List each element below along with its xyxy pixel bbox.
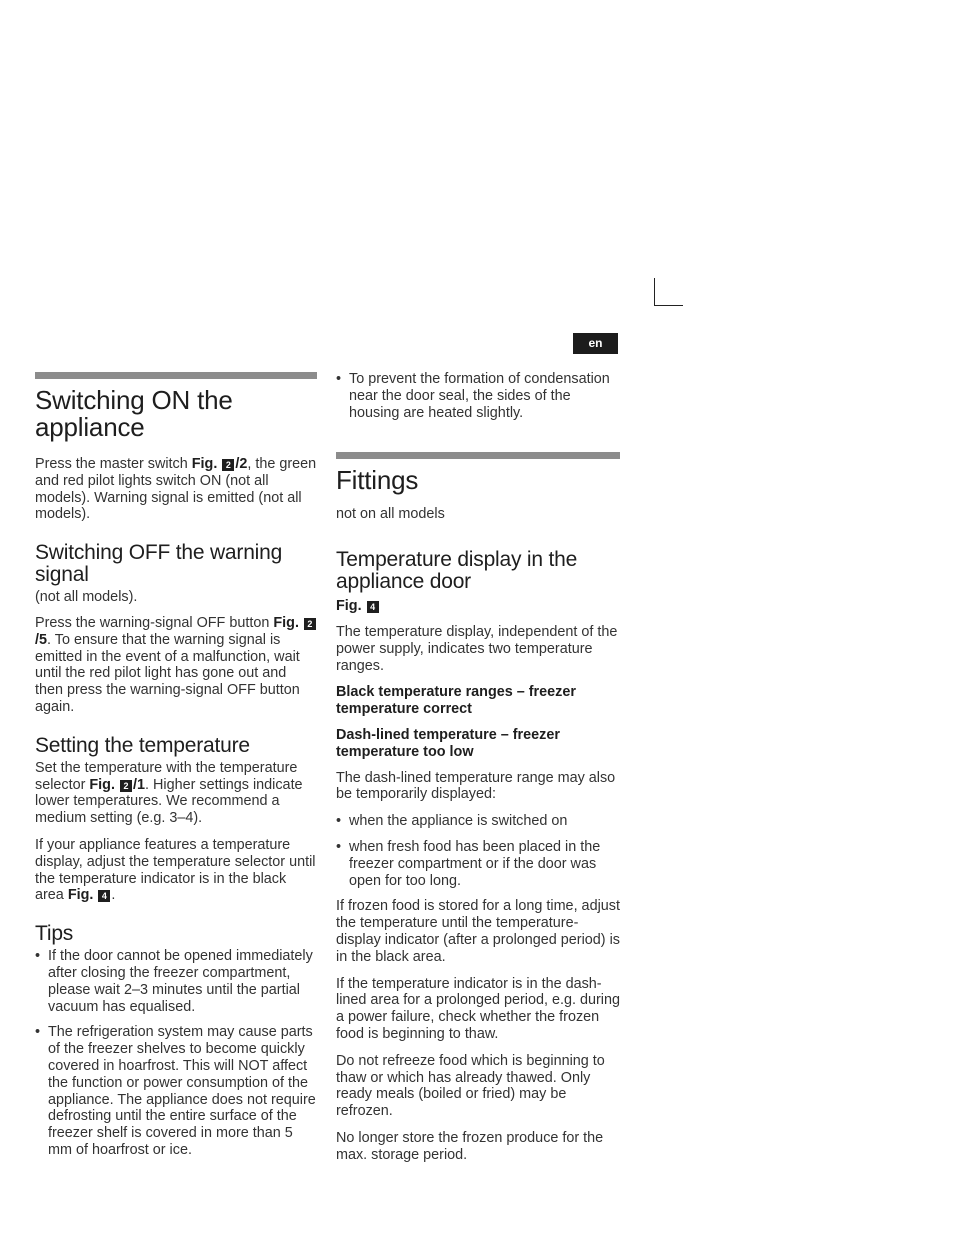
- figure-number-badge: 4: [367, 601, 379, 613]
- temperature-text-1: Set the temperature with the temperature selector Fig. 2 /1. Higher settings indicate lower temperatures. We recommend a medium setting (e.g. 3–4).: [35, 759, 303, 827]
- warning-off-text: Press the warning-signal OFF button Fig. 2/5. To ensure that the warning signal is emitted in the event of a malfunction, wait until the red pilot light has gone out and then press the warning-signal OFF button again.: [35, 615, 317, 716]
- list-item: • If the door cannot be opened immediately after closing the freezer compartment, please wait 2–3 minutes until the partial vacuum has equalised.: [35, 948, 317, 1015]
- section-rule: [35, 372, 317, 379]
- fittings-heading: Fittings: [336, 465, 419, 496]
- crop-mark: [654, 278, 683, 306]
- switching-on-heading: Switching ON the appliance: [35, 385, 233, 442]
- language-tab: en: [573, 333, 618, 354]
- switching-on-text: Press the master switch Fig. 2 /2, the green and red pilot lights switch ON (not all models). Warning signal is emitted (not all models).: [35, 456, 317, 523]
- list-item: • To prevent the formation of condensation near the door seal, the sides of the housing are heated slightly.: [336, 371, 620, 421]
- warning-off-note: (not all models).: [35, 589, 138, 606]
- figure-number-badge: 2: [304, 618, 316, 630]
- temperature-heading: Setting the temperature: [35, 733, 250, 757]
- dash-range-intro: The dash-lined temperature range may also be temporarily displayed:: [336, 769, 616, 803]
- list-item: • The refrigeration system may cause parts of the freezer shelves to become quickly covered in hoarfrost. This will NOT affect the function or power consumption of the appliance. The appliance does not require defrosting until the entire surface of the freezer shelf is covered in more than 5 mm of hoarfrost or ice.: [35, 1024, 317, 1158]
- warning-off-heading: Switching OFF the warning signal: [35, 541, 283, 587]
- temperature-text-2: If your appliance features a temperature display, adjust the temperature selector until the temperature indicator is in the black area Fig. 4 .: [35, 836, 316, 904]
- left-column: [35, 372, 317, 1168]
- temp-display-intro: The temperature display, independent of the power supply, indicates two temperature ranges.: [336, 623, 618, 674]
- list-item: • when the appliance is switched on: [336, 813, 620, 830]
- top-bullet-list: [336, 371, 620, 421]
- figure-number-badge: 2: [222, 459, 234, 471]
- temp-display-heading: Temperature display in the appliance door: [336, 548, 578, 594]
- paragraph: No longer store the frozen produce for the max. storage period.: [336, 1129, 604, 1163]
- paragraph: Do not refreeze food which is beginning to thaw or which has already thawed. Only ready meals (boiled or fried) may be refrozen.: [336, 1052, 605, 1120]
- tips-heading: Tips: [35, 922, 74, 946]
- dash-range-list: [336, 813, 620, 889]
- figure-number-badge: 2: [120, 780, 132, 792]
- section-rule: [336, 452, 620, 459]
- paragraph: If the temperature indicator is in the dash-lined area for a prolonged period, e.g. during a power failure, check whether the frozen food is beginning to thaw.: [336, 975, 621, 1042]
- list-item: • when fresh food has been placed in the freezer compartment or if the door was open for too long.: [336, 839, 620, 889]
- dash-range-label: Dash-lined temperature – freezer temperature too low: [336, 726, 560, 760]
- right-column: [336, 371, 620, 1174]
- tips-list: [35, 948, 317, 1159]
- black-range-label: Black temperature ranges – freezer temperature correct: [336, 684, 576, 718]
- fittings-note: not on all models: [336, 506, 445, 523]
- temp-display-fig: Fig. 4: [336, 598, 620, 615]
- figure-number-badge: 4: [98, 890, 110, 902]
- paragraph: If frozen food is stored for a long time, adjust the temperature until the temperature-display indicator (after a prolonged period) is in the black area.: [336, 898, 620, 965]
